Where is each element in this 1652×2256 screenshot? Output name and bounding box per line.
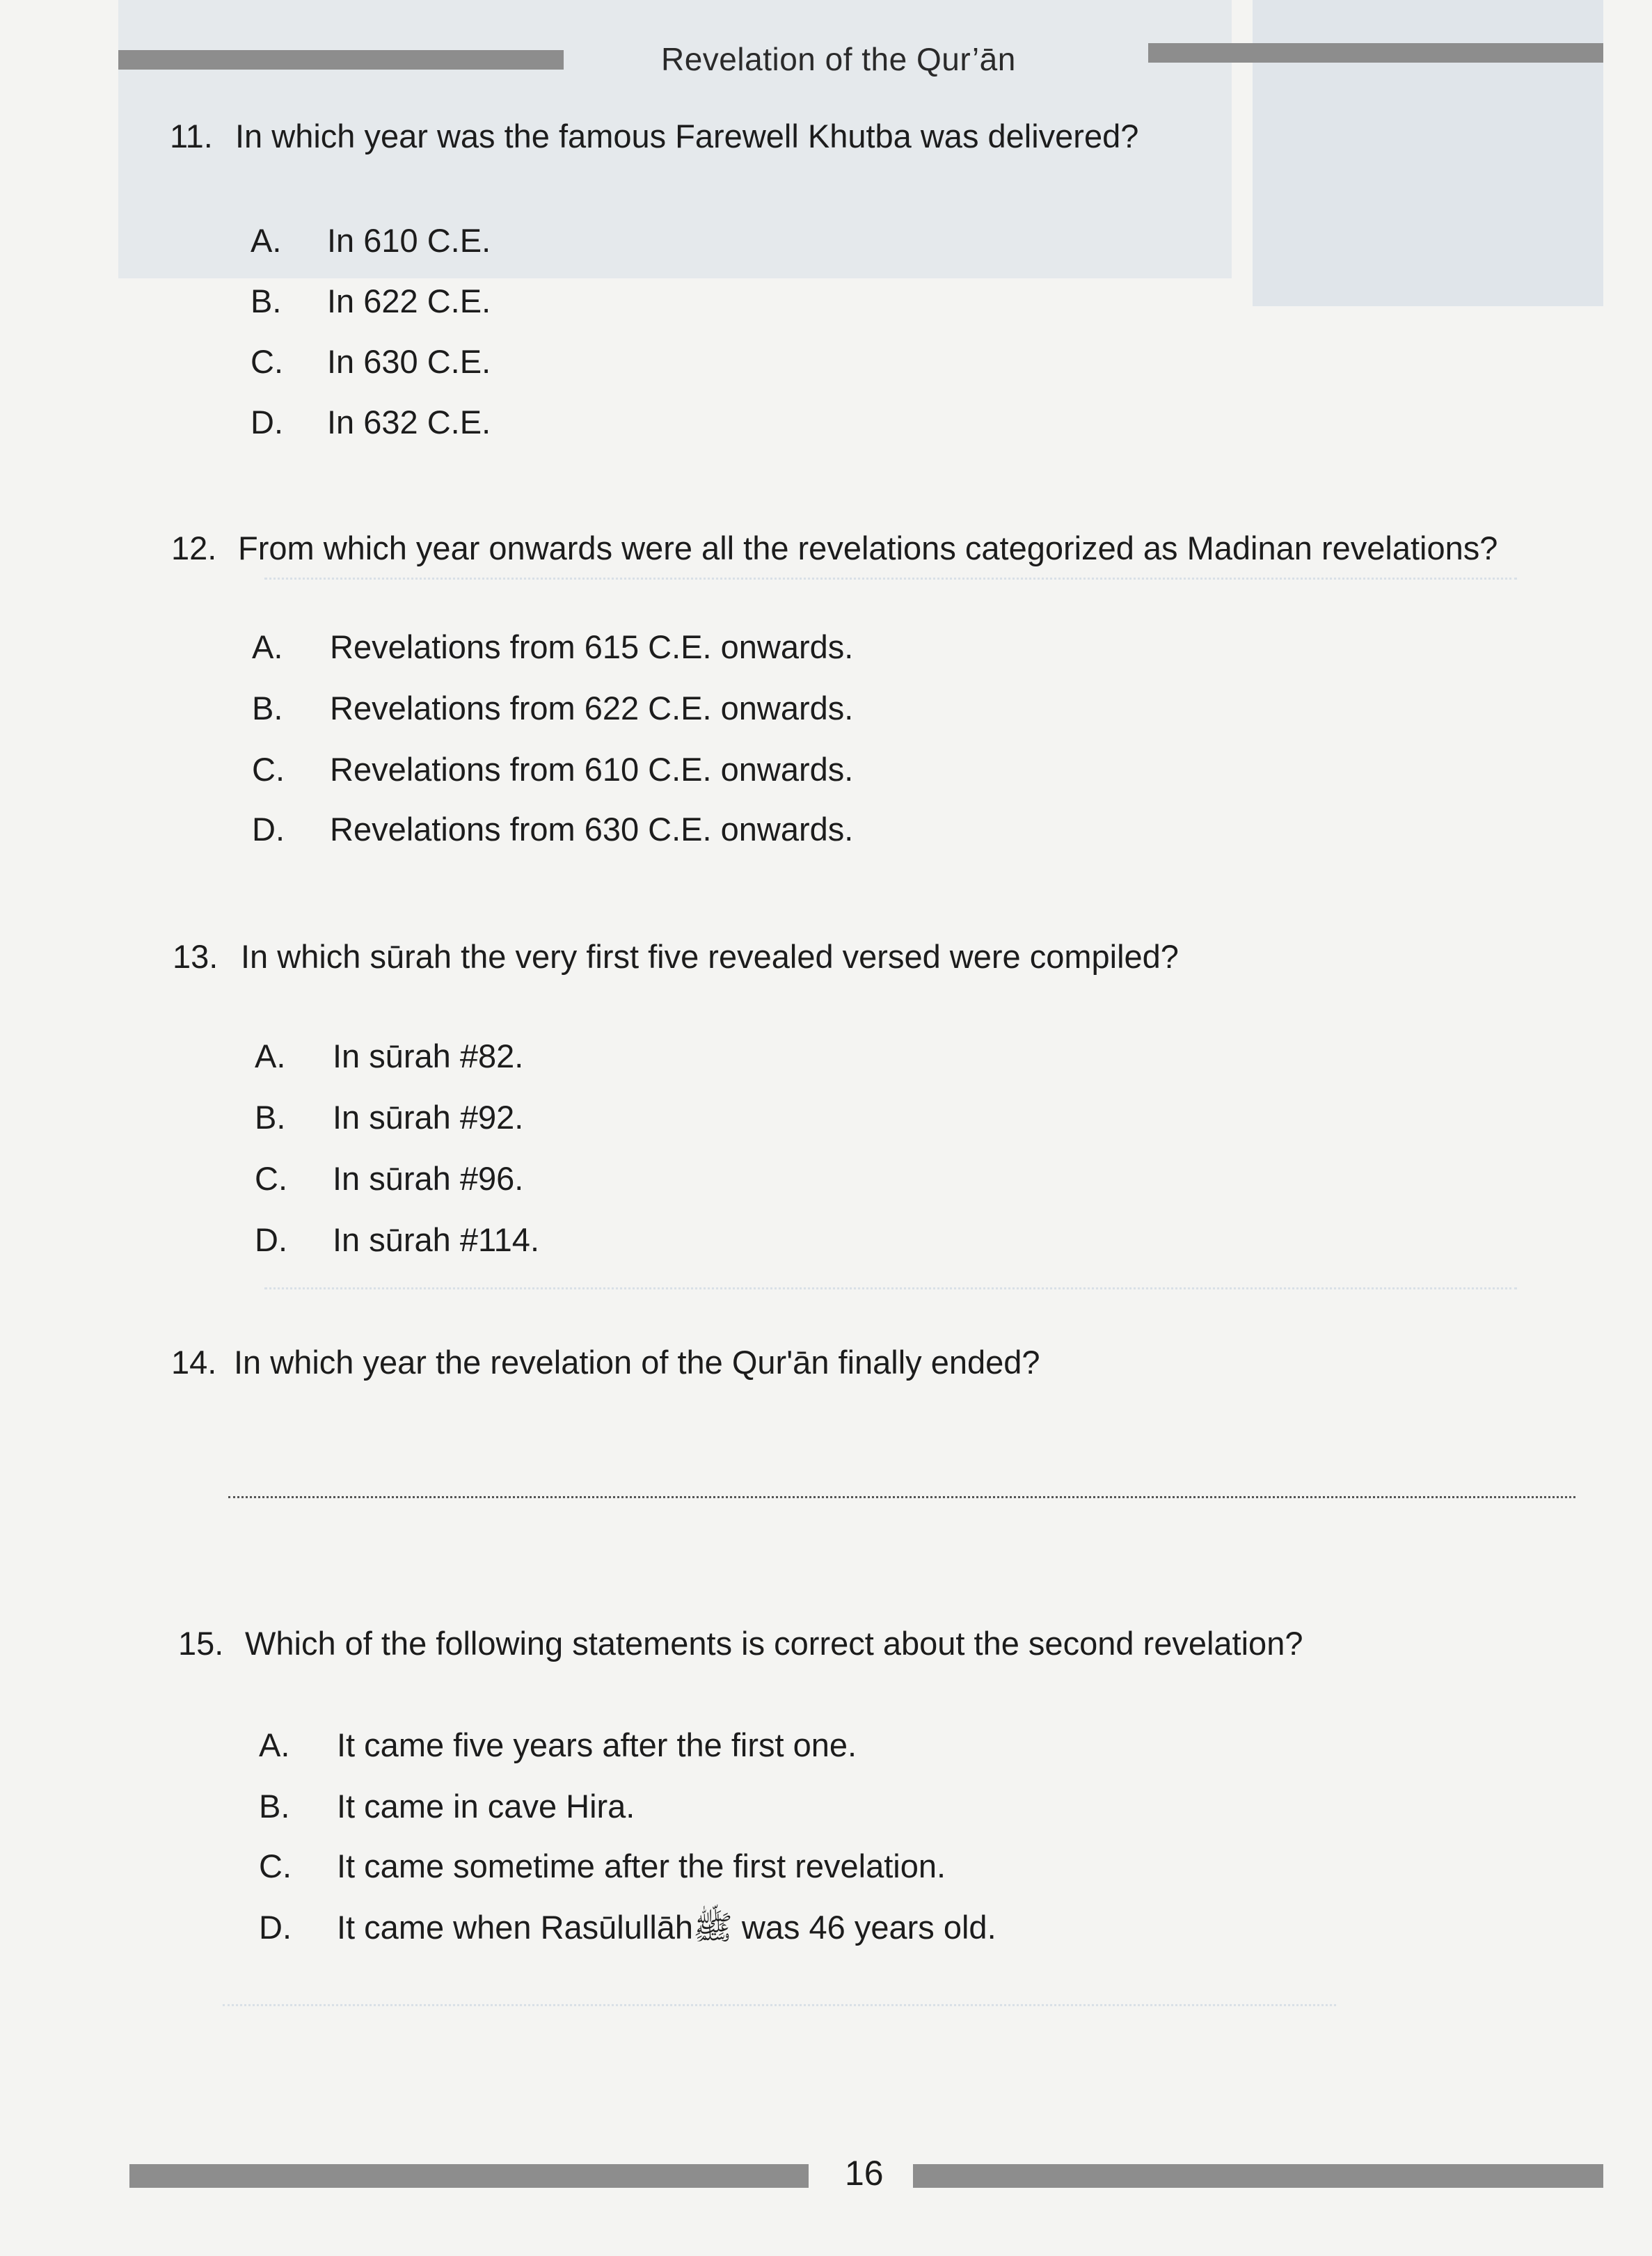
question-14-number: 14. bbox=[171, 1344, 217, 1381]
question-12-option-b: Revelations from 622 C.E. onwards. bbox=[330, 690, 854, 726]
question-13-option-d-letter: D. bbox=[255, 1221, 287, 1258]
footer-bar-right bbox=[913, 2164, 1603, 2188]
question-12-number: 12. bbox=[171, 530, 217, 566]
question-13-option-a-letter: A. bbox=[255, 1038, 286, 1074]
question-15-option-c-letter: C. bbox=[259, 1848, 292, 1884]
question-13-option-b: In sūrah #92. bbox=[333, 1099, 524, 1136]
question-11-option-a: In 610 C.E. bbox=[327, 222, 491, 259]
header-bar-left bbox=[118, 50, 564, 70]
question-15-option-d: It came when Rasūlullāhﷺ was 46 years old. bbox=[337, 1909, 996, 1946]
bleed-through-rule bbox=[223, 2004, 1336, 2006]
question-15-option-b: It came in cave Hira. bbox=[337, 1788, 635, 1825]
question-15-option-c: It came sometime after the first revelation. bbox=[337, 1848, 946, 1884]
question-12-option-c-letter: C. bbox=[252, 751, 285, 788]
question-13-option-c: In sūrah #96. bbox=[333, 1160, 524, 1197]
bleed-through-rule bbox=[264, 578, 1517, 580]
question-15-option-a: It came five years after the first one. bbox=[337, 1726, 857, 1763]
question-11-option-c: In 630 C.E. bbox=[327, 343, 491, 380]
question-12-option-c: Revelations from 610 C.E. onwards. bbox=[330, 751, 854, 788]
question-14-answer-line[interactable] bbox=[228, 1496, 1575, 1498]
question-11-option-d: In 632 C.E. bbox=[327, 404, 491, 440]
question-11-option-b: In 622 C.E. bbox=[327, 283, 491, 319]
question-13-option-a: In sūrah #82. bbox=[333, 1038, 524, 1074]
question-12-option-d-letter: D. bbox=[252, 811, 285, 848]
question-12-option-b-letter: B. bbox=[252, 690, 283, 726]
question-12-text: From which year onwards were all the revelations categorized as Madinan revelations? bbox=[238, 530, 1498, 566]
question-12-option-a: Revelations from 615 C.E. onwards. bbox=[330, 628, 854, 665]
question-14-text: In which year the revelation of the Qur'ān finally ended? bbox=[234, 1344, 1040, 1381]
bleed-through-rule bbox=[264, 1287, 1517, 1289]
header-bar-right bbox=[1148, 43, 1603, 63]
question-15-text: Which of the following statements is correct about the second revelation? bbox=[245, 1625, 1303, 1662]
question-11-option-c-letter: C. bbox=[251, 343, 283, 380]
question-11-text: In which year was the famous Farewell Khutba was delivered? bbox=[235, 118, 1139, 154]
question-11-option-d-letter: D. bbox=[251, 404, 283, 440]
question-11-option-a-letter: A. bbox=[251, 222, 282, 259]
question-13-number: 13. bbox=[173, 938, 219, 975]
question-13-option-b-letter: B. bbox=[255, 1099, 286, 1136]
question-15-option-a-letter: A. bbox=[259, 1726, 290, 1763]
question-15-number: 15. bbox=[178, 1625, 224, 1662]
question-13-option-c-letter: C. bbox=[255, 1160, 287, 1197]
question-15-option-b-letter: B. bbox=[259, 1788, 290, 1825]
question-13-text: In which sūrah the very first five revealed versed were compiled? bbox=[241, 938, 1179, 975]
question-12-option-d: Revelations from 630 C.E. onwards. bbox=[330, 811, 854, 848]
question-12-option-a-letter: A. bbox=[252, 628, 283, 665]
question-13-option-d: In sūrah #114. bbox=[333, 1221, 540, 1258]
page-number: 16 bbox=[845, 2154, 884, 2193]
running-title: Revelation of the Qur’ān bbox=[661, 41, 1016, 77]
question-11-number: 11. bbox=[170, 118, 213, 154]
question-15-option-d-letter: D. bbox=[259, 1909, 292, 1946]
question-11-option-b-letter: B. bbox=[251, 283, 282, 319]
footer-bar-left bbox=[129, 2164, 809, 2188]
